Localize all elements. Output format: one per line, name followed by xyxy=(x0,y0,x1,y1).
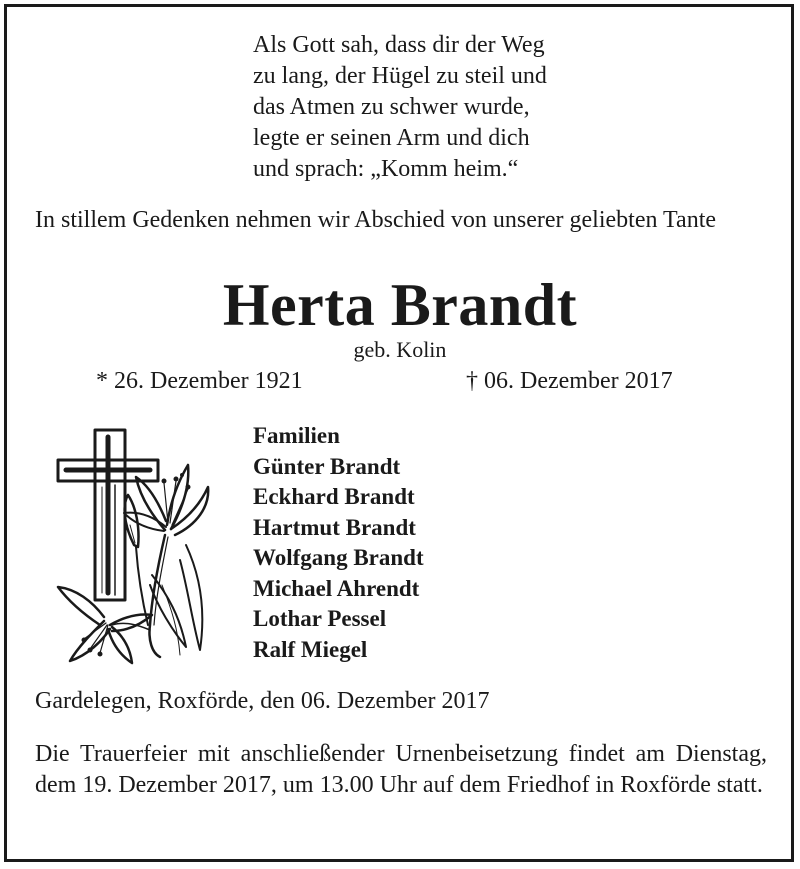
mourner-name: Michael Ahrendt xyxy=(253,575,420,601)
mourner-name: Familien xyxy=(253,423,340,448)
maiden-name: geb. Kolin xyxy=(353,337,447,362)
deceased-name: Herta Brandt xyxy=(222,272,578,338)
funeral-service-info: Die Trauerfeier mit anschließender Urnenbeisetzung findet am Dienstag, dem 19. Dezember 2017, um 13.00 Uhr auf dem Friedhof in Roxförde statt. xyxy=(35,741,767,798)
mourner-name: Eckhard Brandt xyxy=(253,484,415,509)
mourner-name: Wolfgang Brandt xyxy=(253,545,424,570)
cross-with-lily-icon xyxy=(40,425,220,665)
poem xyxy=(253,30,547,185)
poem-line: das Atmen zu schwer wurde, xyxy=(253,94,530,120)
intro-text: In stillem Gedenken nehmen wir Abschied von unserer geliebten Tante xyxy=(35,207,717,233)
death-date: † 06. Dezember 2017 xyxy=(466,368,673,394)
birth-date: * 26. Dezember 1921 xyxy=(96,368,303,394)
poem-line: zu lang, der Hügel zu steil und xyxy=(253,63,547,89)
poem-line: Als Gott sah, dass dir der Weg xyxy=(253,32,545,58)
mourner-name: Günter Brandt xyxy=(253,453,401,479)
mourners-list xyxy=(253,421,424,665)
place-date: Gardelegen, Roxförde, den 06. Dezember 2017 xyxy=(35,688,490,714)
mourner-name: Hartmut Brandt xyxy=(253,514,416,540)
poem-line: und sprach: „Komm heim.“ xyxy=(253,156,519,182)
poem-line: legte er seinen Arm und dich xyxy=(253,125,530,151)
mourner-name: Ralf Miegel xyxy=(253,636,368,662)
mourner-name: Lothar Pessel xyxy=(253,606,387,631)
